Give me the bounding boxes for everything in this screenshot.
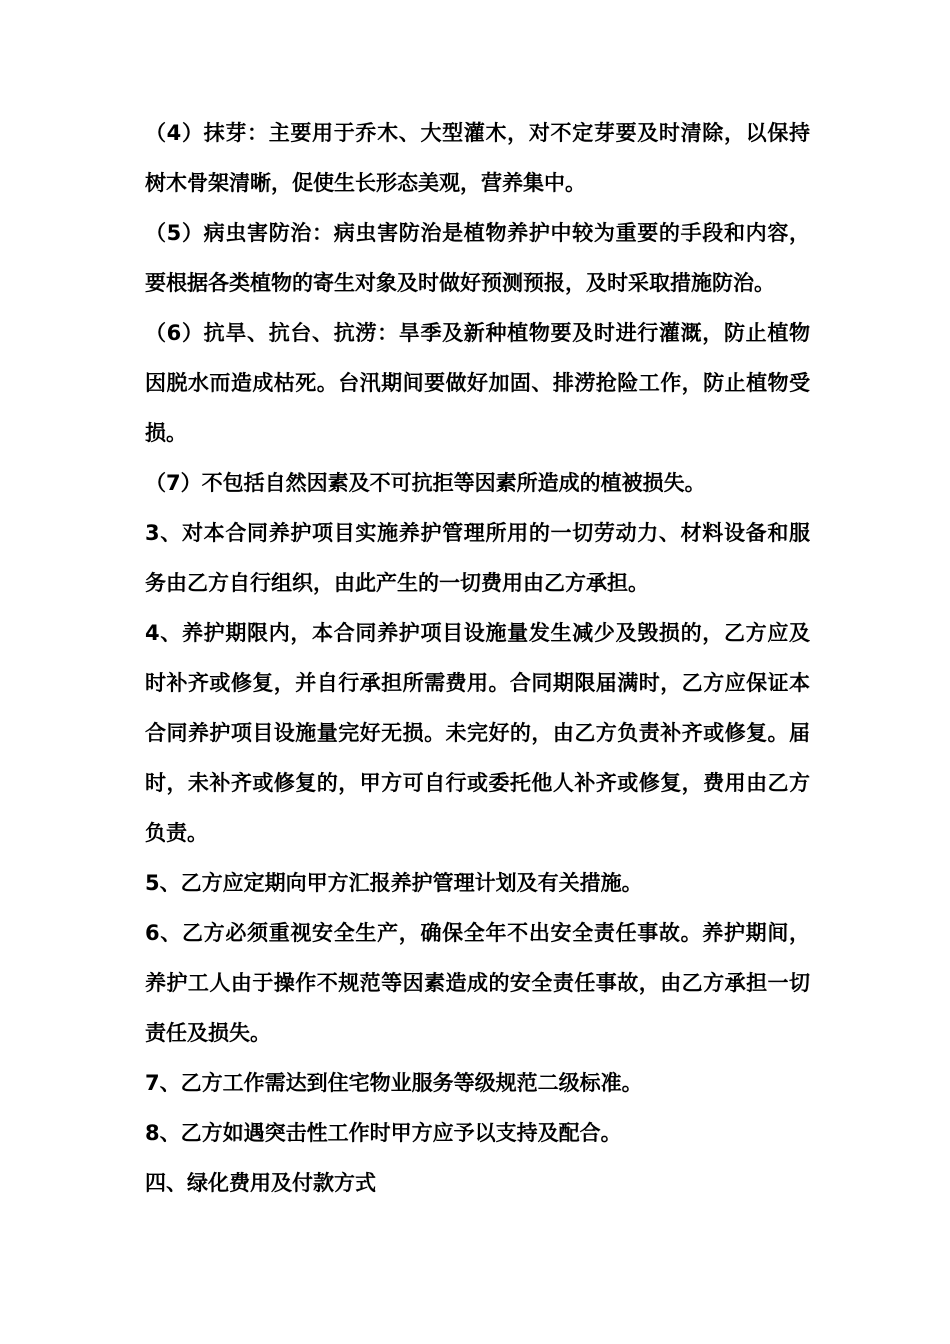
section-heading-fees-payment: 四、绿化费用及付款方式 — [145, 1171, 376, 1195]
paragraph-natural-factors: （7）不包括自然因素及不可抗拒等因素所造成的植被损失。 — [145, 471, 706, 495]
paragraph-drought-typhoon-flood: （6）抗旱、抗台、抗涝：旱季及新种植物要及时进行灌溉，防止植物因脱水而造成枯死。台汛期间要做好加固、排涝抢险工作，防止植物受损。 — [145, 321, 810, 445]
paragraph-clause-5: 5、乙方应定期向甲方汇报养护管理计划及有关措施。 — [145, 871, 643, 895]
paragraph-clause-3: 3、对本合同养护项目实施养护管理所用的一切劳动力、材料设备和服务由乙方自行组织，由此产生的一切费用由乙方承担。 — [145, 521, 810, 595]
paragraph-clause-7: 7、乙方工作需达到住宅物业服务等级规范二级标准。 — [145, 1071, 643, 1095]
paragraph-pest-control: （5）病虫害防治：病虫害防治是植物养护中较为重要的手段和内容，要根据各类植物的寄生对象及时做好预测预报，及时采取措施防治。 — [145, 221, 810, 295]
paragraph-clause-8: 8、乙方如遇突击性工作时甲方应予以支持及配合。 — [145, 1121, 622, 1145]
document-body — [145, 108, 810, 1208]
paragraph-clause-4: 4、养护期限内，本合同养护项目设施量发生减少及毁损的，乙方应及时补齐或修复，并自行承担所需费用。合同期限届满时，乙方应保证本合同养护项目设施量完好无损。未完好的，由乙方负责补齐或修复。届时，未补齐或修复的，甲方可自行或委托他人补齐或修复，费用由乙方负责。 — [145, 621, 810, 845]
paragraph-clause-6: 6、乙方必须重视安全生产，确保全年不出安全责任事故。养护期间，养护工人由于操作不规范等因素造成的安全责任事故，由乙方承担一切责任及损失。 — [145, 921, 810, 1045]
paragraph-disbudding: （4）抹芽：主要用于乔木、大型灌木，对不定芽要及时清除，以保持树木骨架清晰，促使生长形态美观，营养集中。 — [145, 121, 810, 195]
